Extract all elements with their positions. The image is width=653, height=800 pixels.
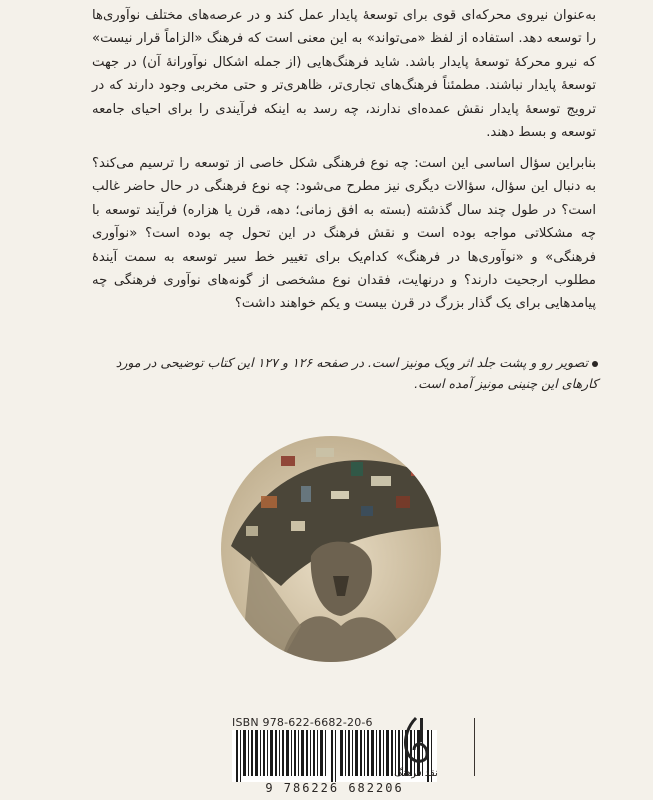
cover-artwork: [221, 436, 441, 662]
isbn-label: ISBN 978-622-6682-20-6: [232, 716, 373, 729]
body-paragraph-2: بنابراین سؤال اساسی این است: چه نوع فرهنگی شکل خاصی از توسعه را ترسیم می‌کند؟ به دنبال این سؤال، سؤالات دیگری نیز مطرح می‌شود: چه نوع فرهنگی در حال حاضر غالب است؟ در طول چند سال گذشته (بسته به افق زمانی؛ دهه، قرن یا هزاره) فرآیند توسعه با چه مشکلاتی مواجه بوده است و نقش فرهنگ در این تحول چه بوده است؟ «نوآوری فرهنگی» و «نوآوری‌ها در فرهنگ» کدام‌یک برای تغییر خط سیر توسعه به سمت آیندهٔ مطلوب ارجحیت دارند؟ و درنهایت، فقدان نوع مشخصی از گونه‌های نوآوری فرهنگی چه پیامدهایی برای یک گذار بزرگ در قرن بیست و یکم خواهند داشت؟: [92, 156, 596, 312]
isbn-number: 9 786226 682206: [265, 781, 404, 795]
body-paragraph-1: به‌عنوان نیروی محرکه‌ای قوی برای توسعهٔ پایدار عمل کند و در عرصه‌های مختلف نوآوری‌ها را توسعه دهد. استفاده از لفظ «می‌تواند» به این معنی است که فرهنگ «الزاماً قرار نیست» که نیرو محرکهٔ توسعهٔ پایدار باشد. شاید فرهنگ‌هایی (از جمله اشکال نوآورانهٔ آن) در جهت توسعهٔ پایدار نباشند. مطمئناً فرهنگ‌های تجاری‌تر، ظاهری‌تر و حتی مخربی وجود دارند که در ترویج توسعهٔ پایدار نقش عمده‌ای ندارند، چه رسد به اینکه فرآیندی را برای احیای جامعه توسعه و بسط دهند.: [92, 8, 596, 141]
divider: [474, 718, 475, 776]
bullet-icon: [592, 361, 598, 367]
cover-note-text: تصویر رو و پشت جلد اثر ویک مونیز است. در صفحه ۱۲۶ و ۱۲۷ این کتاب توضیحی در مورد کارهای این چنینی مونیز آمده است.: [115, 355, 598, 391]
publisher-name: نقد فرهنگ: [394, 768, 438, 779]
publisher-logo-icon: [398, 716, 434, 768]
cover-note: [90, 352, 598, 394]
